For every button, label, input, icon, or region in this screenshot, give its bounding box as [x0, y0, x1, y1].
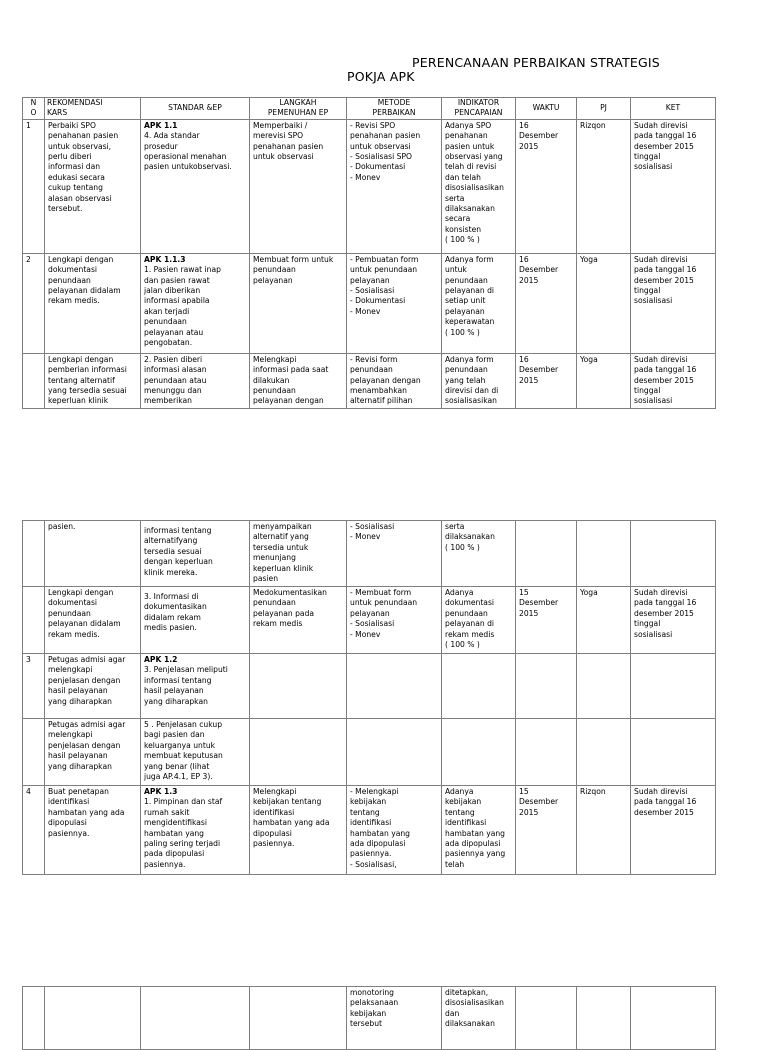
cell-rekomendasi: Buat penetapan identifikasi hambatan yang ada dipopulasi pasiennya. — [45, 786, 141, 875]
cell-waktu: 16 Desember 2015 — [516, 253, 577, 353]
cell-metode: - Pembuatan form untuk penundaan pelayanan - Sosialisasi - Dokumentasi - Monev — [347, 253, 442, 353]
header-langkah: LANGKAH PEMENUHAN EP — [250, 98, 347, 120]
cell-pj: Yoga — [577, 353, 631, 408]
cell-indikator: Adanya SPO penahanan pasien untuk observasi yang telah di revisi dan telah disosialisasikan serta dilaksanakan secara konsisten ( 100 % ) — [442, 119, 516, 253]
table-row — [23, 119, 716, 253]
cell-waktu — [516, 521, 577, 587]
cell-standar — [141, 521, 250, 587]
document-title: PERENCANAAN PERBAIKAN STRATEGIS — [412, 55, 660, 70]
cell-metode — [347, 719, 442, 786]
cell-no — [23, 587, 45, 654]
cell-pj: Rizqon — [577, 119, 631, 253]
cell-langkah: menyampaikan alternatif yang tersedia untuk menunjang keperluan klinik pasien — [250, 521, 347, 587]
table-row — [23, 253, 716, 353]
cell-waktu: 16 Desember 2015 — [516, 119, 577, 253]
table-row — [23, 521, 716, 587]
cell-ket: Sudah direvisi pada tanggal 16 desember 2015 tinggal sosialisasi — [631, 353, 716, 408]
standar-text: 3. Informasi di dokumentasikan didalam rekam medis pasien. — [144, 592, 207, 633]
table-row — [23, 654, 716, 719]
header-standar: STANDAR &EP — [141, 98, 250, 120]
cell-metode: - Revisi form penundaan pelayanan dengan menambahkan alternatif pilihan — [347, 353, 442, 408]
standar-code: APK 1.1 — [144, 120, 178, 130]
cell-metode: monotoring pelaksanaan kebijakan tersebut — [347, 987, 442, 1050]
cell-metode: - Melengkapi kebijakan tentang identifikasi hambatan yang ada dipopulasi pasiennya. - Sosialisasi, — [347, 786, 442, 875]
cell-waktu: 15 Desember 2015 — [516, 587, 577, 654]
cell-pj — [577, 987, 631, 1050]
cell-standar — [141, 353, 250, 408]
table-row — [23, 353, 716, 408]
cell-rekomendasi — [45, 987, 141, 1050]
cell-standar — [141, 587, 250, 654]
standar-text: 5 . Penjelasan cukup bagi pasien dan keluarganya untuk membuat keputusan yang benar (lihat juga AP.4.1, EP 3). — [144, 720, 223, 782]
plan-table-page-1 — [22, 97, 716, 409]
plan-table-page-2 — [22, 520, 716, 875]
header-waktu: WAKTU — [516, 98, 577, 120]
cell-ket: Sudah direvisi pada tanggal 16 desember 2015 tinggal sosialisasi — [631, 119, 716, 253]
plan-table-page-3 — [22, 986, 716, 1050]
cell-rekomendasi: Perbaiki SPO penahanan pasien untuk observasi, perlu diberi informasi dan edukasi secara cukup tentang alasan observasi tersebut. — [45, 119, 141, 253]
cell-indikator — [442, 654, 516, 719]
cell-rekomendasi: Petugas admisi agar melengkapi penjelasan dengan hasil pelayanan yang diharapkan — [45, 719, 141, 786]
header-rekomendasi: REKOMENDASI KARS — [45, 98, 141, 120]
cell-rekomendasi: pasien. — [45, 521, 141, 587]
cell-pj: Rizqon — [577, 786, 631, 875]
table-row — [23, 587, 716, 654]
standar-code: APK 1.1.3 — [144, 254, 186, 264]
cell-standar — [141, 119, 250, 253]
cell-indikator: Adanya dokumentasi penundaan pelayanan di rekam medis ( 100 % ) — [442, 587, 516, 654]
cell-indikator: ditetapkan, disosialisasikan dan dilaksanakan — [442, 987, 516, 1050]
cell-ket — [631, 987, 716, 1050]
cell-waktu — [516, 654, 577, 719]
cell-indikator — [442, 719, 516, 786]
cell-standar — [141, 786, 250, 875]
cell-no: 2 — [23, 253, 45, 353]
cell-standar — [141, 719, 250, 786]
cell-metode: - Revisi SPO penahanan pasien untuk observasi - Sosialisasi SPO - Dokumentasi - Monev — [347, 119, 442, 253]
cell-pj: Yoga — [577, 587, 631, 654]
cell-indikator: Adanya kebijakan tentang identifikasi hambatan yang ada dipopulasi pasiennya yang telah — [442, 786, 516, 875]
cell-indikator: Adanya form untuk penundaan pelayanan di setiap unit pelayanan keperawatan ( 100 % ) — [442, 253, 516, 353]
standar-code: APK 1.2 — [144, 655, 178, 664]
cell-waktu — [516, 719, 577, 786]
cell-pj — [577, 521, 631, 587]
cell-no: 3 — [23, 654, 45, 719]
cell-waktu: 16 Desember 2015 — [516, 353, 577, 408]
cell-langkah: Melengkapi informasi pada saat dilakukan penundaan pelayanan dengan — [250, 353, 347, 408]
cell-indikator: Adanya form penundaan yang telah direvisi dan di sosialisasikan — [442, 353, 516, 408]
table-row — [23, 786, 716, 875]
cell-rekomendasi: Lengkapi dengan pemberian informasi tentang alternatif yang tersedia sesuai keperluan klinik — [45, 353, 141, 408]
header-pj: PJ — [577, 98, 631, 120]
cell-langkah: Melengkapi kebijakan tentang identifikasi hambatan yang ada dipopulasi pasiennya. — [250, 786, 347, 875]
standar-text: 1. Pasien rawat inap dan pasien rawat jalan diberikan informasi apabila akan terjadi penundaan pelayanan atau pengobatan. — [144, 265, 221, 348]
cell-ket: Sudah direvisi pada tanggal 16 desember 2015 tinggal sosialisasi — [631, 253, 716, 353]
standar-code: APK 1.3 — [144, 787, 178, 796]
cell-ket: Sudah direvisi pada tanggal 16 desember 2015 — [631, 786, 716, 875]
cell-metode: - Sosialisasi - Monev — [347, 521, 442, 587]
cell-langkah: Medokumentasikan penundaan pelayanan pada rekam medis — [250, 587, 347, 654]
cell-rekomendasi: Petugas admisi agar melengkapi penjelasan dengan hasil pelayanan yang diharapkan — [45, 654, 141, 719]
document-subtitle: POKJA APK — [347, 69, 415, 84]
cell-ket: Sudah direvisi pada tanggal 16 desember 2015 tinggal sosialisasi — [631, 587, 716, 654]
cell-standar — [141, 987, 250, 1050]
cell-indikator: serta dilaksanakan ( 100 % ) — [442, 521, 516, 587]
table-row — [23, 987, 716, 1050]
standar-text: 4. Ada standar prosedur operasional menahan pasien untukobservasi. — [144, 131, 232, 172]
cell-rekomendasi: Lengkapi dengan dokumentasi penundaan pelayanan didalam rekam medis. — [45, 253, 141, 353]
standar-text: 3. Penjelasan meliputi informasi tentang hasil pelayanan yang diharapkan — [144, 665, 228, 706]
header-ket: KET — [631, 98, 716, 120]
cell-ket — [631, 654, 716, 719]
cell-rekomendasi: Lengkapi dengan dokumentasi penundaan pelayanan didalam rekam medis. — [45, 587, 141, 654]
cell-no — [23, 521, 45, 587]
cell-no — [23, 719, 45, 786]
cell-pj — [577, 719, 631, 786]
cell-pj — [577, 654, 631, 719]
table-row — [23, 719, 716, 786]
cell-langkah: Memperbaiki / merevisi SPO penahanan pasien untuk observasi — [250, 119, 347, 253]
cell-langkah — [250, 987, 347, 1050]
cell-waktu: 15 Desember 2015 — [516, 786, 577, 875]
cell-standar — [141, 654, 250, 719]
cell-metode: - Membuat form untuk penundaan pelayanan - Sosialisasi - Monev — [347, 587, 442, 654]
cell-ket — [631, 521, 716, 587]
cell-no — [23, 987, 45, 1050]
standar-text: 2. Pasien diberi informasi alasan penundaan atau menunggu dan memberikan — [144, 354, 207, 406]
cell-langkah — [250, 654, 347, 719]
cell-metode — [347, 654, 442, 719]
header-metode: METODE PERBAIKAN — [347, 98, 442, 120]
cell-pj: Yoga — [577, 253, 631, 353]
cell-no: 1 — [23, 119, 45, 253]
cell-no: 4 — [23, 786, 45, 875]
header-indikator: INDIKATOR PENCAPAIAN — [442, 98, 516, 120]
cell-langkah: Membuat form untuk penundaan pelayanan — [250, 253, 347, 353]
standar-text: 1. Pimpinan dan staf rumah sakit mengidentifikasi hambatan yang paling sering terjadi pada dipopulasi pasiennya. — [144, 797, 223, 869]
cell-waktu — [516, 987, 577, 1050]
table-header-row — [23, 98, 716, 120]
cell-ket — [631, 719, 716, 786]
cell-no — [23, 353, 45, 408]
cell-langkah — [250, 719, 347, 786]
cell-standar — [141, 253, 250, 353]
standar-text: informasi tentang alternatifyang tersedia sesuai dengan keperluan klinik mereka. — [144, 526, 213, 577]
header-no: N O — [23, 98, 45, 120]
